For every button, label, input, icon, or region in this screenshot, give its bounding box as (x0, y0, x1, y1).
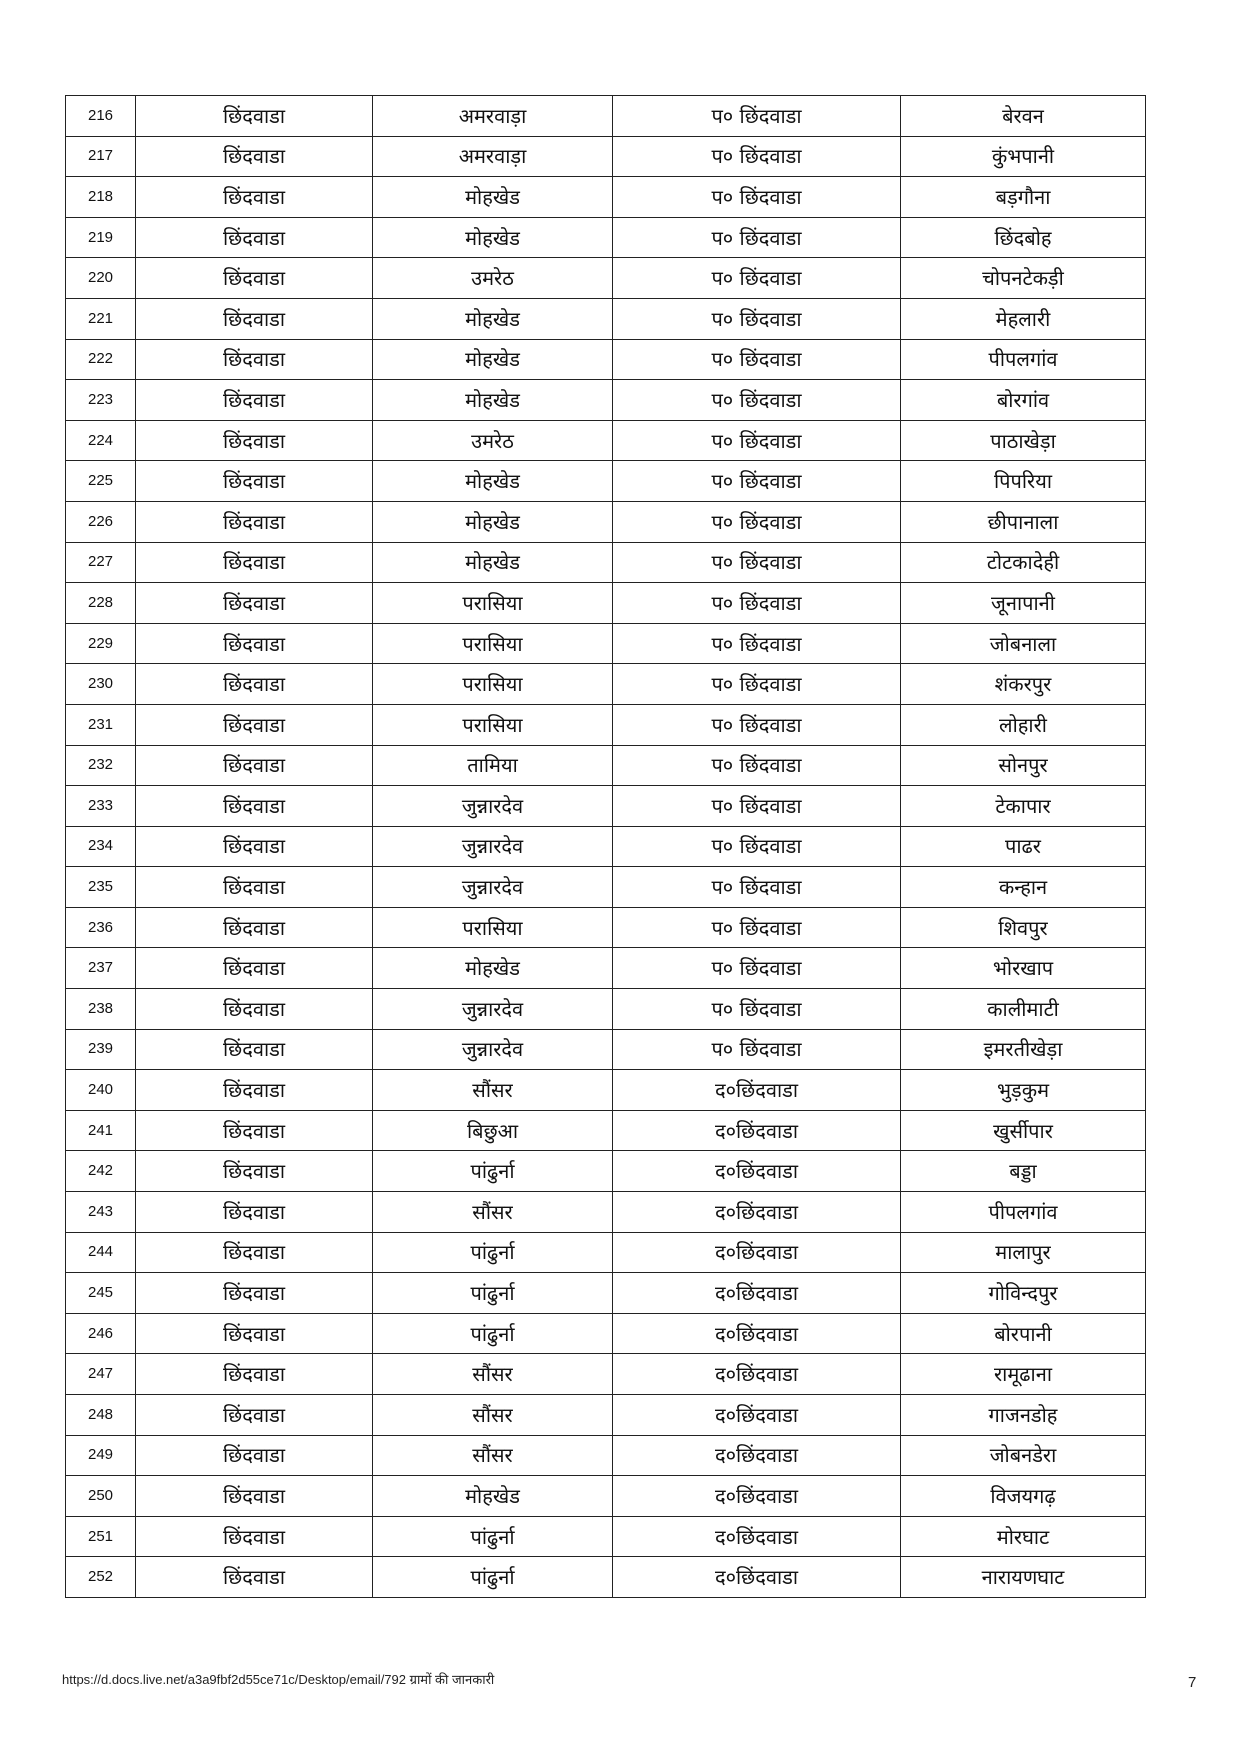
division-cell: प० छिंदवाडा (613, 1029, 901, 1070)
table-row (66, 96, 1146, 137)
serial-number-cell: 233 (66, 786, 136, 827)
division-cell: प० छिंदवाडा (613, 664, 901, 705)
division-cell: द०छिंदवाडा (613, 1557, 901, 1598)
table-row (66, 1070, 1146, 1111)
district-cell: छिंदवाडा (136, 501, 373, 542)
division-cell: द०छिंदवाडा (613, 1354, 901, 1395)
district-cell: छिंदवाडा (136, 1192, 373, 1233)
table-row (66, 664, 1146, 705)
village-cell: पीपलगांव (901, 339, 1146, 380)
serial-number-cell: 223 (66, 380, 136, 421)
district-cell: छिंदवाडा (136, 1070, 373, 1111)
serial-number-cell: 237 (66, 948, 136, 989)
serial-number-cell: 229 (66, 623, 136, 664)
block-cell: तामिया (373, 745, 613, 786)
serial-number-cell: 220 (66, 258, 136, 299)
district-cell: छिंदवाडा (136, 217, 373, 258)
serial-number-cell: 244 (66, 1232, 136, 1273)
block-cell: पांढुर्ना (373, 1232, 613, 1273)
district-cell: छिंदवाडा (136, 786, 373, 827)
serial-number-cell: 230 (66, 664, 136, 705)
block-cell: सौंसर (373, 1395, 613, 1436)
district-cell: छिंदवाडा (136, 298, 373, 339)
serial-number-cell: 235 (66, 867, 136, 908)
serial-number-cell: 227 (66, 542, 136, 583)
village-cell: सोनपुर (901, 745, 1146, 786)
serial-number-cell: 242 (66, 1151, 136, 1192)
table-row (66, 745, 1146, 786)
table-row (66, 298, 1146, 339)
table-row (66, 867, 1146, 908)
block-cell: मोहखेड (373, 380, 613, 421)
serial-number-cell: 234 (66, 826, 136, 867)
district-cell: छिंदवाडा (136, 1110, 373, 1151)
villages-table (65, 95, 1146, 1598)
village-cell: टोटकादेही (901, 542, 1146, 583)
district-cell: छिंदवाडा (136, 258, 373, 299)
block-cell: परासिया (373, 704, 613, 745)
village-cell: टेकापार (901, 786, 1146, 827)
village-cell: शंकरपुर (901, 664, 1146, 705)
village-cell: बोरपानी (901, 1313, 1146, 1354)
serial-number-cell: 222 (66, 339, 136, 380)
serial-number-cell: 252 (66, 1557, 136, 1598)
table-body (66, 96, 1146, 1598)
table-row (66, 1435, 1146, 1476)
serial-number-cell: 246 (66, 1313, 136, 1354)
block-cell: मोहखेड (373, 542, 613, 583)
village-cell: कुंभपानी (901, 136, 1146, 177)
division-cell: प० छिंदवाडा (613, 217, 901, 258)
district-cell: छिंदवाडा (136, 907, 373, 948)
village-cell: मालापुर (901, 1232, 1146, 1273)
village-cell: मोरघाट (901, 1516, 1146, 1557)
division-cell: द०छिंदवाडा (613, 1232, 901, 1273)
division-cell: द०छिंदवाडा (613, 1395, 901, 1436)
division-cell: द०छिंदवाडा (613, 1435, 901, 1476)
village-cell: पीपलगांव (901, 1192, 1146, 1233)
village-cell: पाढर (901, 826, 1146, 867)
block-cell: मोहखेड (373, 177, 613, 218)
block-cell: जुन्नारदेव (373, 989, 613, 1030)
village-cell: गोविन्दपुर (901, 1273, 1146, 1314)
serial-number-cell: 216 (66, 96, 136, 137)
village-cell: भुड़कुम (901, 1070, 1146, 1111)
serial-number-cell: 217 (66, 136, 136, 177)
block-cell: उमरेठ (373, 258, 613, 299)
district-cell: छिंदवाडा (136, 461, 373, 502)
table-row (66, 786, 1146, 827)
block-cell: जुन्नारदेव (373, 786, 613, 827)
division-cell: द०छिंदवाडा (613, 1110, 901, 1151)
village-cell: पिपरिया (901, 461, 1146, 502)
block-cell: परासिया (373, 623, 613, 664)
district-cell: छिंदवाडा (136, 1476, 373, 1517)
block-cell: जुन्नारदेव (373, 1029, 613, 1070)
block-cell: मोहखेड (373, 339, 613, 380)
serial-number-cell: 240 (66, 1070, 136, 1111)
table-row (66, 1273, 1146, 1314)
block-cell: सौंसर (373, 1435, 613, 1476)
serial-number-cell: 250 (66, 1476, 136, 1517)
table-row (66, 907, 1146, 948)
division-cell: प० छिंदवाडा (613, 96, 901, 137)
district-cell: छिंदवाडा (136, 989, 373, 1030)
village-cell: छिंदबोह (901, 217, 1146, 258)
district-cell: छिंदवाडा (136, 380, 373, 421)
division-cell: द०छिंदवाडा (613, 1070, 901, 1111)
table-row (66, 177, 1146, 218)
block-cell: सौंसर (373, 1070, 613, 1111)
block-cell: अमरवाड़ा (373, 96, 613, 137)
village-cell: गाजनडोह (901, 1395, 1146, 1436)
serial-number-cell: 238 (66, 989, 136, 1030)
table-row (66, 1516, 1146, 1557)
block-cell: उमरेठ (373, 420, 613, 461)
table-row (66, 217, 1146, 258)
division-cell: द०छिंदवाडा (613, 1476, 901, 1517)
district-cell: छिंदवाडा (136, 1232, 373, 1273)
block-cell: पांढुर्ना (373, 1273, 613, 1314)
district-cell: छिंदवाडा (136, 664, 373, 705)
district-cell: छिंदवाडा (136, 1151, 373, 1192)
serial-number-cell: 219 (66, 217, 136, 258)
division-cell: प० छिंदवाडा (613, 380, 901, 421)
block-cell: मोहखेड (373, 501, 613, 542)
serial-number-cell: 221 (66, 298, 136, 339)
division-cell: प० छिंदवाडा (613, 177, 901, 218)
serial-number-cell: 248 (66, 1395, 136, 1436)
block-cell: सौंसर (373, 1354, 613, 1395)
table-row (66, 1354, 1146, 1395)
village-cell: भोरखाप (901, 948, 1146, 989)
division-cell: प० छिंदवाडा (613, 298, 901, 339)
village-cell: बेरवन (901, 96, 1146, 137)
district-cell: छिंदवाडा (136, 136, 373, 177)
district-cell: छिंदवाडा (136, 1029, 373, 1070)
division-cell: प० छिंदवाडा (613, 867, 901, 908)
block-cell: पांढुर्ना (373, 1151, 613, 1192)
district-cell: छिंदवाडा (136, 177, 373, 218)
serial-number-cell: 228 (66, 583, 136, 624)
village-cell: चोपनटेकड़ी (901, 258, 1146, 299)
serial-number-cell: 249 (66, 1435, 136, 1476)
division-cell: द०छिंदवाडा (613, 1516, 901, 1557)
village-cell: जूनापानी (901, 583, 1146, 624)
table-row (66, 1395, 1146, 1436)
table-row (66, 704, 1146, 745)
table-row (66, 461, 1146, 502)
table-row (66, 542, 1146, 583)
block-cell: मोहखेड (373, 461, 613, 502)
division-cell: द०छिंदवाडा (613, 1151, 901, 1192)
village-cell: नारायणघाट (901, 1557, 1146, 1598)
village-cell: बोरगांव (901, 380, 1146, 421)
division-cell: प० छिंदवाडा (613, 136, 901, 177)
district-cell: छिंदवाडा (136, 1435, 373, 1476)
division-cell: प० छिंदवाडा (613, 704, 901, 745)
division-cell: प० छिंदवाडा (613, 745, 901, 786)
block-cell: पांढुर्ना (373, 1313, 613, 1354)
village-cell: विजयगढ़ (901, 1476, 1146, 1517)
district-cell: छिंदवाडा (136, 623, 373, 664)
serial-number-cell: 231 (66, 704, 136, 745)
village-cell: पाठाखेड़ा (901, 420, 1146, 461)
block-cell: जुन्नारदेव (373, 826, 613, 867)
district-cell: छिंदवाडा (136, 745, 373, 786)
village-cell: इमरतीखेड़ा (901, 1029, 1146, 1070)
division-cell: द०छिंदवाडा (613, 1313, 901, 1354)
serial-number-cell: 232 (66, 745, 136, 786)
block-cell: मोहखेड (373, 948, 613, 989)
table-row (66, 1151, 1146, 1192)
district-cell: छिंदवाडा (136, 1557, 373, 1598)
serial-number-cell: 239 (66, 1029, 136, 1070)
division-cell: प० छिंदवाडा (613, 989, 901, 1030)
serial-number-cell: 225 (66, 461, 136, 502)
village-cell: छीपानाला (901, 501, 1146, 542)
district-cell: छिंदवाडा (136, 96, 373, 137)
village-cell: बड्डा (901, 1151, 1146, 1192)
table-row (66, 948, 1146, 989)
table-row (66, 989, 1146, 1030)
village-cell: बड़गौना (901, 177, 1146, 218)
village-cell: शिवपुर (901, 907, 1146, 948)
district-cell: छिंदवाडा (136, 1273, 373, 1314)
division-cell: प० छिंदवाडा (613, 461, 901, 502)
serial-number-cell: 245 (66, 1273, 136, 1314)
table-row (66, 501, 1146, 542)
block-cell: परासिया (373, 583, 613, 624)
village-cell: कन्हान (901, 867, 1146, 908)
table-row (66, 583, 1146, 624)
serial-number-cell: 224 (66, 420, 136, 461)
table-row (66, 339, 1146, 380)
block-cell: बिछुआ (373, 1110, 613, 1151)
serial-number-cell: 243 (66, 1192, 136, 1233)
village-cell: लोहारी (901, 704, 1146, 745)
district-cell: छिंदवाडा (136, 583, 373, 624)
serial-number-cell: 251 (66, 1516, 136, 1557)
district-cell: छिंदवाडा (136, 339, 373, 380)
table-row (66, 1110, 1146, 1151)
district-cell: छिंदवाडा (136, 1313, 373, 1354)
village-cell: मेहलारी (901, 298, 1146, 339)
division-cell: प० छिंदवाडा (613, 258, 901, 299)
district-cell: छिंदवाडा (136, 420, 373, 461)
block-cell: मोहखेड (373, 1476, 613, 1517)
district-cell: छिंदवाडा (136, 542, 373, 583)
block-cell: सौंसर (373, 1192, 613, 1233)
table-row (66, 1232, 1146, 1273)
table-row (66, 1313, 1146, 1354)
table-row (66, 420, 1146, 461)
block-cell: अमरवाड़ा (373, 136, 613, 177)
division-cell: प० छिंदवाडा (613, 948, 901, 989)
block-cell: मोहखेड (373, 298, 613, 339)
village-cell: कालीमाटी (901, 989, 1146, 1030)
village-cell: रामूढाना (901, 1354, 1146, 1395)
division-cell: प० छिंदवाडा (613, 583, 901, 624)
serial-number-cell: 236 (66, 907, 136, 948)
serial-number-cell: 226 (66, 501, 136, 542)
table-row (66, 1476, 1146, 1517)
division-cell: द०छिंदवाडा (613, 1273, 901, 1314)
block-cell: मोहखेड (373, 217, 613, 258)
district-cell: छिंदवाडा (136, 704, 373, 745)
district-cell: छिंदवाडा (136, 948, 373, 989)
division-cell: प० छिंदवाडा (613, 786, 901, 827)
division-cell: द०छिंदवाडा (613, 1192, 901, 1233)
table-row (66, 1192, 1146, 1233)
table-row (66, 136, 1146, 177)
page-number: 7 (1188, 1674, 1197, 1691)
table-row (66, 826, 1146, 867)
serial-number-cell: 247 (66, 1354, 136, 1395)
block-cell: परासिया (373, 664, 613, 705)
division-cell: प० छिंदवाडा (613, 907, 901, 948)
division-cell: प० छिंदवाडा (613, 339, 901, 380)
division-cell: प० छिंदवाडा (613, 420, 901, 461)
serial-number-cell: 241 (66, 1110, 136, 1151)
division-cell: प० छिंदवाडा (613, 542, 901, 583)
table-row (66, 258, 1146, 299)
district-cell: छिंदवाडा (136, 1516, 373, 1557)
division-cell: प० छिंदवाडा (613, 826, 901, 867)
block-cell: परासिया (373, 907, 613, 948)
district-cell: छिंदवाडा (136, 1395, 373, 1436)
table-row (66, 1029, 1146, 1070)
table-row (66, 623, 1146, 664)
block-cell: जुन्नारदेव (373, 867, 613, 908)
footer-url: https://d.docs.live.net/a3a9fbf2d55ce71c/Desktop/email/792 ग्रामों की जानकारी (62, 1672, 495, 1687)
division-cell: प० छिंदवाडा (613, 501, 901, 542)
serial-number-cell: 218 (66, 177, 136, 218)
district-cell: छिंदवाडा (136, 867, 373, 908)
table-row (66, 1557, 1146, 1598)
village-cell: जोबनडेरा (901, 1435, 1146, 1476)
village-cell: खुर्सीपार (901, 1110, 1146, 1151)
district-cell: छिंदवाडा (136, 1354, 373, 1395)
district-cell: छिंदवाडा (136, 826, 373, 867)
table-row (66, 380, 1146, 421)
division-cell: प० छिंदवाडा (613, 623, 901, 664)
block-cell: पांढुर्ना (373, 1557, 613, 1598)
block-cell: पांढुर्ना (373, 1516, 613, 1557)
village-cell: जोबनाला (901, 623, 1146, 664)
